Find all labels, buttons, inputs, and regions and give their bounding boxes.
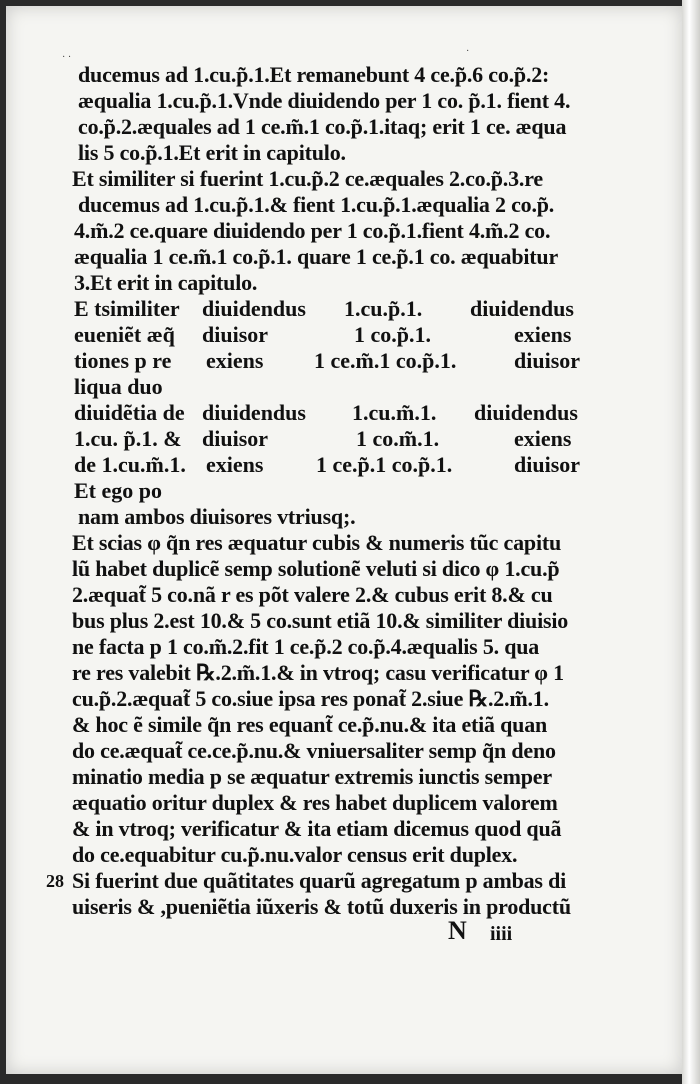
table-cell: 1 ce.p̃.1 co.p̃.1. [316, 452, 453, 477]
text-line: 4.m̃.2 ce.quare diuidendo per 1 co.p̃.1.fient 4.m̃.2 co. [74, 218, 551, 243]
table-cell: exiens [514, 426, 572, 451]
table-cell: diuidendus [202, 400, 306, 425]
text-line: lis 5 co.p̃.1.Et erit in capitulo. [78, 140, 346, 165]
table-cell: diuidendus [474, 400, 578, 425]
table-cell: diuidẽtia de [74, 400, 185, 425]
table-cell: diuisor [202, 322, 269, 347]
table-cell: exiens [514, 322, 572, 347]
ink-specks: · · [62, 52, 72, 63]
text-line: Si fuerint due quãtitates quarũ agregatum p ambas di [72, 868, 567, 893]
signature-letter: N [448, 916, 467, 945]
text-line: lũ habet duplicẽ semp solutionẽ veluti si dico φ 1.cu.p̃ [72, 556, 560, 581]
text-line: nam ambos diuisores vtriusq;. [78, 504, 356, 529]
book-page [6, 6, 682, 1074]
table-cell: E tsimiliter [74, 296, 180, 321]
table-cell: diuisor [514, 348, 581, 373]
text-line: co.p̃.2.æquales ad 1 ce.m̃.1 co.p̃.1.itaq; erit 1 ce. æqua [78, 114, 567, 139]
text-line: ne facta p 1 co.m̃.2.fit 1 ce.p̃.2 co.p̃.4.æqualis 5. qua [72, 634, 540, 659]
text-line: cu.p̃.2.æquat̃ 5 co.siue ipsa res ponat̃ 2.siue ℞.2.m̃.1. [72, 686, 549, 711]
text-line: Et scias φ q̃n res æquatur cubis & numeris tũc capitu [72, 530, 562, 555]
page-edge [682, 0, 700, 1084]
table-cell: eueniẽt æq̃ [74, 322, 175, 347]
text-line: ducemus ad 1.cu.p̃.1.& fient 1.cu.p̃.1.æqualia 2 co.p̃. [78, 192, 555, 217]
table-cell: 1.cu.m̃.1. [352, 400, 437, 425]
table-cell: 1 ce.m̃.1 co.p̃.1. [314, 348, 457, 373]
table-cell: 1.cu.p̃.1. [344, 296, 423, 321]
table-cell: exiens [206, 452, 264, 477]
table-cell: tiones p re [74, 348, 172, 373]
table-cell: de 1.cu.m̃.1. [74, 452, 186, 477]
text-line: re res valebit ℞.2.m̃.1.& in vtroq; casu verificatur φ 1 [72, 660, 564, 685]
table-cell: liqua duo [74, 374, 163, 399]
table-cell: diuisor [202, 426, 269, 451]
text-line: & hoc ẽ simile q̃n res equant̃ ce.p̃.nu.& ita etiã quan [72, 712, 548, 737]
text-line: do ce.equabitur cu.p̃.nu.valor census erit duplex. [72, 842, 518, 867]
text-line: æqualia 1.cu.p̃.1.Vnde diuidendo per 1 co. p̃.1. fient 4. [78, 88, 571, 113]
page-text [6, 6, 682, 1074]
text-line: 2.æquat̃ 5 co.nã r es põt valere 2.& cubus erit 8.& cu [72, 582, 553, 607]
table-cell: diuisor [514, 452, 581, 477]
table-cell: Et ego po [74, 478, 162, 503]
table-cell: diuidendus [470, 296, 574, 321]
table-cell: diuidendus [202, 296, 306, 321]
ink-specks: · [466, 46, 470, 57]
table-cell: 1.cu. p̃.1. & [74, 426, 182, 451]
text-line: Et similiter si fuerint 1.cu.p̃.2 ce.æquales 2.co.p̃.3.re [72, 166, 543, 191]
table-cell: 1 co.m̃.1. [356, 426, 440, 451]
table-cell: exiens [206, 348, 264, 373]
margin-rule-number: 28 [46, 871, 64, 891]
text-line: 3.Et erit in capitulo. [74, 270, 258, 295]
text-line: æquatio oritur duplex & res habet duplicem valorem [72, 790, 558, 815]
text-line: uiseris & ,pueniẽtia iũxeris & totũ duxeris in productũ [72, 894, 571, 919]
text-line: bus plus 2.est 10.& 5 co.sunt etiã 10.& similiter diuisio [72, 608, 569, 633]
text-line: & in vtroq; verificatur & ita etiam dicemus quod quã [72, 816, 562, 841]
text-line: æqualia 1 ce.m̃.1 co.p̃.1. quare 1 ce.p̃.1 co. æquabitur [74, 244, 559, 269]
table-cell: 1 co.p̃.1. [354, 322, 431, 347]
text-line: ducemus ad 1.cu.p̃.1.Et remanebunt 4 ce.p̃.6 co.p̃.2: [78, 62, 550, 87]
signature-number: iiii [490, 923, 513, 945]
text-line: minatio media p se æquatur extremis iunctis semper [72, 764, 552, 789]
text-line: do ce.æquat̃ ce.ce.p̃.nu.& vniuersaliter semp q̃n deno [72, 738, 556, 763]
